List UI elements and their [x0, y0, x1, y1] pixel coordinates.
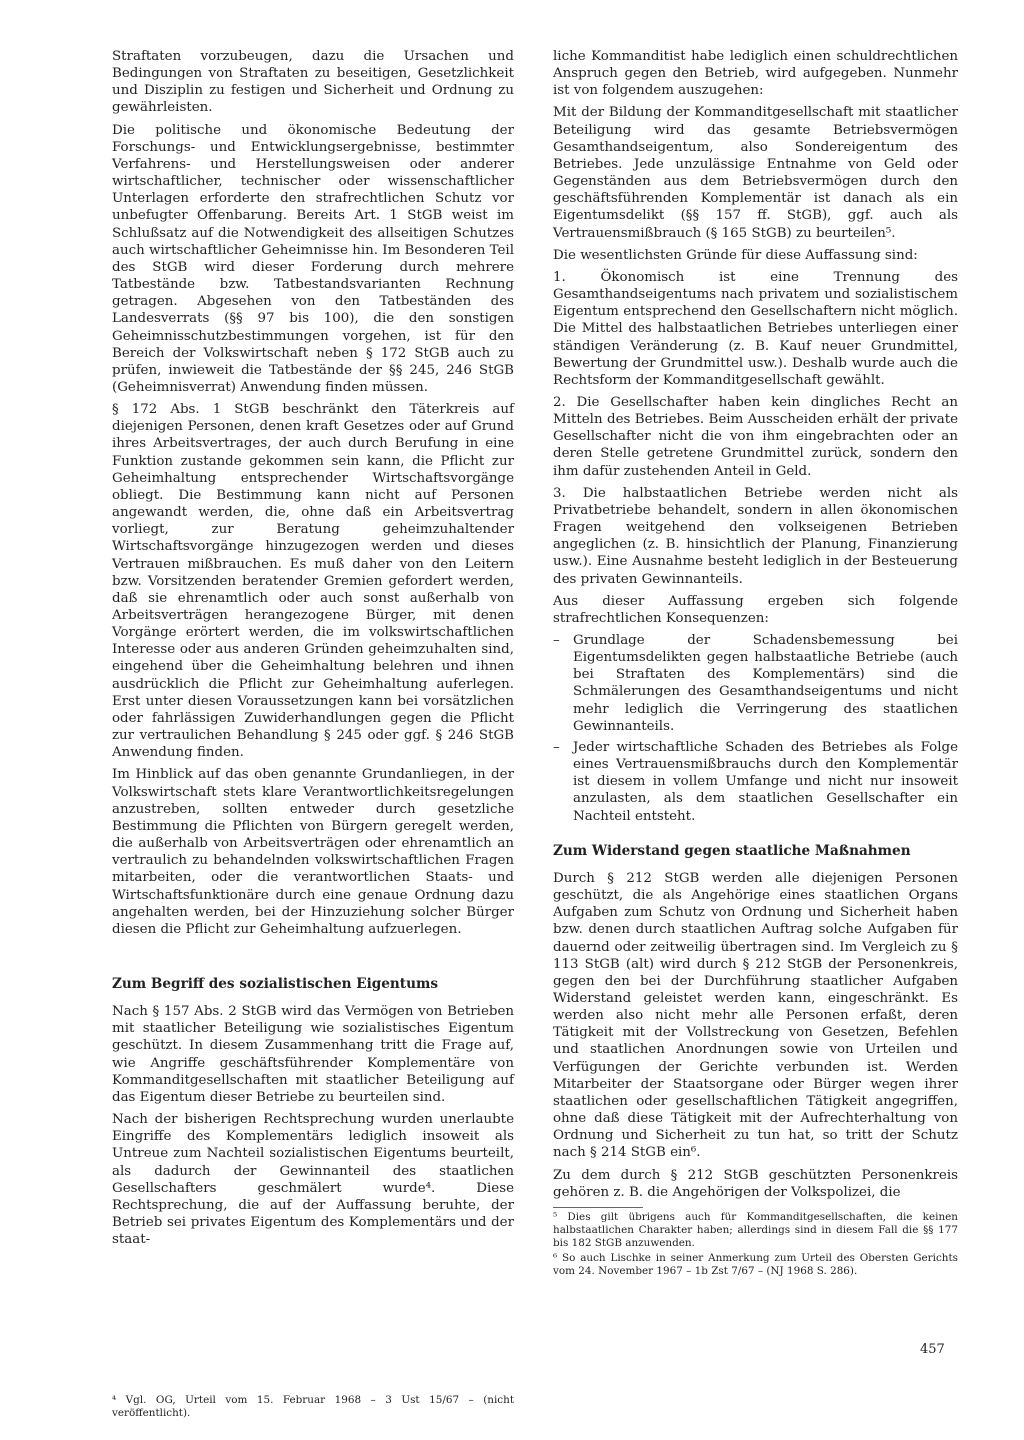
paragraph: Im Hinblick auf das oben genannte Grundanliegen, in der Volkswirtschaft stets klare Verantwortlichkeitsregelungen anzustreben, sollten entweder durch gesetzliche Bestimmung die Pflichten von Bürgern geregelt werden, die außerhalb von Arbeitsverträgen oder ehrenamtlich an vertraulich zu behandelnden volkswirtschaftlichen Fragen mitarbeiten, oder die verantwortlichen Staats- und Wirtschaftsfunktionäre durch eine genaue Ordnung dazu angehalten werden, bei der Hinzuziehung solcher Bürger diesen die Pflicht zur Geheimhaltung aufzuerlegen. [112, 767, 514, 937]
paragraph: Straftaten vorzubeugen, dazu die Ursachen und Bedingungen von Straftaten zu beseitigen, Gesetzlichkeit und Disziplin zu festigen und Sicherheit und Ordnung zu gewährleisten. [112, 49, 514, 116]
paragraph: Aus dieser Auffassung ergeben sich folgende strafrechtlichen Konsequenzen: [553, 593, 958, 626]
paragraph: Zu dem durch § 212 StGB geschützten Personenkreis gehören z. B. die Angehörigen der Volkspolizei, die [553, 1167, 958, 1200]
page-number: 457 [920, 1342, 945, 1357]
paragraph: liche Kommanditist habe lediglich einen schuldrechtlichen Anspruch gegen den Betrieb, wird aufgegeben. Nunmehr ist von folgendem auszugehen: [553, 49, 958, 99]
list-item: – Jeder wirtschaftliche Schaden des Betriebes als Folge eines Vertrauensmißbrauchs durch den Komplementär ist diesem in vollem Umfange und nicht nur insoweit anzulasten, als dem staatlichen Gesellschafter ein Nachteil entsteht. [553, 739, 958, 825]
paragraph: Durch § 212 StGB werden alle diejenigen Personen geschützt, die als Angehörige eines staatlichen Organs Aufgaben zum Schutz von Ordnung und Sicherheit haben bzw. denen durch staatlichen Auftrag solche Aufgaben für dauernd oder zeitweilig übertragen sind. Im Vergleich zu § 113 StGB (alt) wird durch § 212 StGB der Personenkreis, gegen den bei der Durchführung staatlicher Aufgaben Widerstand geleistet werden kann, eingeschränkt. Es werden also nicht mehr alle Personen erfaßt, deren Tätigkeit mit der Vollstreckung von Gesetzen, Befehlen und staatlichen Anordnungen sowie von Urteilen und Verfügungen der Gerichte verbunden ist. Werden Mitarbeiter der Staatsorgane oder Bürger wegen ihrer staatlichen oder gesellschaftlichen Tätigkeit angegriffen, ohne daß diese Tätigkeit mit der Aufrechterhaltung von Ordnung und Sicherheit zu tun hat, so tritt der Schutz nach § 214 StGB ein⁶. [553, 870, 958, 1161]
right-column [553, 48, 958, 1280]
paragraph: § 172 Abs. 1 StGB beschränkt den Täterkreis auf diejenigen Personen, denen kraft Gesetzes oder auf Grund ihres Arbeitsvertrages, der auch durch Berufung in eine Funktion zustande gekommen sein kann, die Pflicht zur Geheimhaltung entsprechender Wirtschaftsvorgänge obliegt. Die Bestimmung kann nicht auf Personen angewandt werden, die, ohne daß ein Arbeitsvertrag vorliegt, zur Beratung geheimzuhaltender Wirtschaftsvorgänge hinzugezogen werden und dieses Vertrauen mißbrauchen. Es muß daher von den Leitern bzw. Vorsitzenden beratender Gremien gefordert werden, daß sie ehrenamtlich oder auch sonst außerhalb von Arbeitsverträgen herangezogene Bürger, mit denen Vorgänge erörtert werden, die im volkswirtschaftlichen Interesse oder aus anderen Gründen geheimzuhalten sind, eingehend über die Geheimhaltung belehren und ihnen ausdrücklich die Pflicht zur Geheimhaltung auferlegen. Erst unter diesen Voraussetzungen kann bei vorsätzlichen oder fahrlässigen Zuwiderhandlungen gegen die Pflicht zur vertraulichen Behandlung § 245 oder ggf. § 246 StGB Anwendung finden. [112, 402, 514, 761]
footnote: ⁶ So auch Lischke in seiner Anmerkung zum Urteil des Obersten Gerichts vom 24. November 1967 – 1b Zst 7/67 – (NJ 1968 S. 286). [553, 1251, 958, 1277]
list-item: 2. Die Gesellschafter haben kein dingliches Recht an Mitteln des Betriebes. Beim Ausscheiden erhält der private Gesellschafter nicht die von ihm eingebrachten oder an deren Stelle getretene Grundmittel zurück, sondern den ihm dafür zustehenden Anteil in Geld. [553, 394, 958, 479]
section-heading-widerstand: Zum Widerstand gegen staatliche Maßnahmen [553, 842, 911, 859]
list-item: 1. Ökonomisch ist eine Trennung des Gesamthandseigentums nach privatem und sozialistischem Eigentum entsprechend den Gesellschaftern nicht möglich. Die Mittel des halbstaatlichen Betriebes unterliegen einer ständigen Veränderung (z. B. Kauf neuer Grundmittel, Bewertung der Grundmittel usw.). Deshalb wurde auch die Rechtsform der Kommanditgesellschaft gewählt. [553, 269, 958, 388]
numbered-list [553, 269, 958, 588]
footnote: ⁴ Vgl. OG, Urteil vom 15. Februar 1968 – 3 Ust 15/67 – (nicht veröffentlicht). [112, 1394, 514, 1419]
footnote: ⁵ Dies gilt übrigens auch für Kommanditgesellschaften, die keinen halbstaatlichen Charakter haben; allerdings sind in diesem Fall die §§ 177 bis 182 StGB anzuwenden. [553, 1210, 958, 1249]
paragraph: Mit der Bildung der Kommanditgesellschaft mit staatlicher Beteiligung wird das gesamte Betriebsvermögen Gesamthandseigentum, also Sondereigentum des Betriebes. Jede unzulässige Entnahme von Geld oder Gegenständen aus dem Betriebsvermögen durch den geschäftsführenden Komplementär ist danach als ein Eigentumsdelikt (§§ 157 ff. StGB), ggf. auch als Vertrauensmißbrauch (§ 165 StGB) zu beurteilen⁵. [553, 105, 958, 241]
section-heading-eigentum: Zum Begriff des sozialistischen Eigentums [112, 975, 438, 992]
left-column [112, 48, 514, 1253]
paragraph: Nach § 157 Abs. 2 StGB wird das Vermögen von Betrieben mit staatlicher Beteiligung wie sozialistisches Eigentum geschützt. In diesem Zusammenhang tritt die Frage auf, wie Angriffe geschäftsführender Komplementäre von Kommanditgesellschaften mit staatlicher Beteiligung auf das Eigentum dieser Betriebe zu beurteilen sind. [112, 1004, 514, 1105]
paragraph: Die politische und ökonomische Bedeutung der Forschungs- und Entwicklungsergebnisse, bestimmter Verfahrens- und Herstellungsweisen oder anderer wirtschaftlicher, technischer oder wissenschaftlicher Unterlagen erforderte den strafrechtlichen Schutz vor unbefugter Offenbarung. Bereits Art. 1 StGB weist im Schlußsatz auf die Notwendigkeit des allseitigen Schutzes auch wirtschaftlicher Geheimnisse hin. Im Besonderen Teil des StGB wird dieser Forderung durch mehrere Tatbestände bzw. Tatbestandsvarianten Rechnung getragen. Abgesehen von den Tatbeständen des Landesverrats (§§ 97 bis 100), die den sonstigen Geheimnisschutzbestimmungen vorgehen, ist für den Bereich der Volkswirtschaft neben § 172 StGB auch zu prüfen, inwieweit die Tatbestände der §§ 245, 246 StGB (Geheimnisverrat) Anwendung finden müssen. [112, 122, 514, 395]
footnote-divider [553, 1207, 643, 1208]
dash-list [553, 632, 958, 825]
list-item: 3. Die halbstaatlichen Betriebe werden nicht als Privatbetriebe behandelt, sondern in allen ökonomischen Fragen weitgehend den volkseigenen Betrieben angeglichen (z. B. hinsichtlich der Planung, Finanzierung usw.). Eine Ausnahme besteht lediglich in der Besteuerung des privaten Gewinnanteils. [553, 485, 958, 587]
paragraph: Die wesentlichsten Gründe für diese Auffassung sind: [553, 247, 918, 263]
list-item: – Grundlage der Schadensbemessung bei Eigentumsdelikten gegen halbstaatliche Betriebe (auch bei Straftaten des Komplementärs) sind die Schmälerungen des Gesamthandseigentums und nicht mehr lediglich die Verringerung des staatlichen Gewinnanteils. [553, 632, 958, 735]
paragraph: Nach der bisherigen Rechtsprechung wurden unerlaubte Eingriffe des Komplementärs lediglich insoweit als Untreue zum Nachteil sozialistischen Eigentums beurteilt, als dadurch der Gewinnanteil des staatlichen Gesellschafters geschmälert wurde⁴. Diese Rechtsprechung, die auf der Auffassung beruhte, der Betrieb sei privates Eigentum des Komplementärs und der staat- [112, 1112, 514, 1248]
